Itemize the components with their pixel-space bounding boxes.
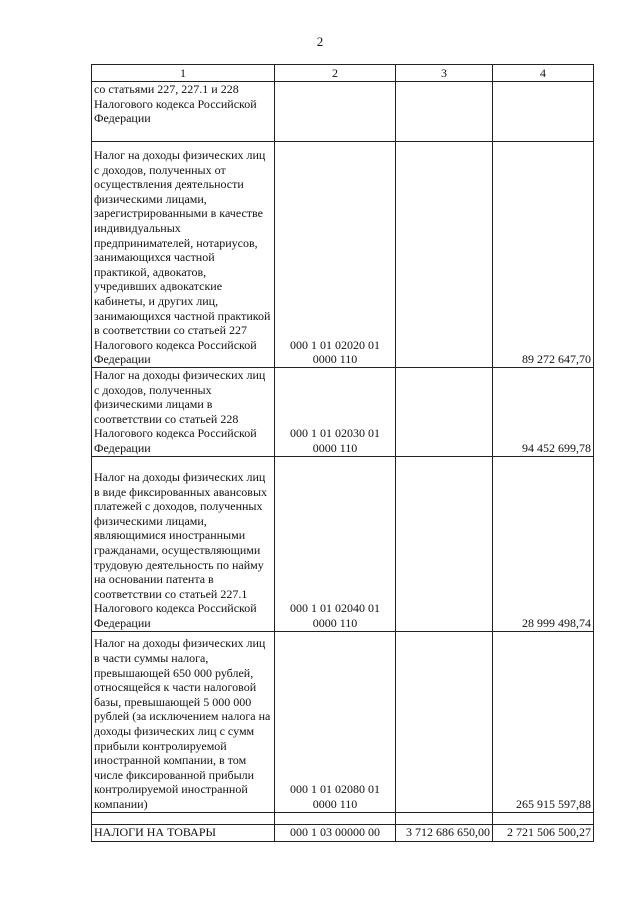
row-name: Налог на доходы физических лиц в виде фиксированных авансовых платежей с доходов, полученных физическими лицами, являющимися иностранными гражданами, осуществляющими трудовую деятельность по найму на основании патента в соответствии со статьей 227.1 Налогового кодекса Российской Федерации	[92, 456, 275, 631]
row-code: 000 1 01 02040 01 0000 110	[275, 456, 396, 631]
column-header: 3	[396, 65, 493, 82]
column-header: 4	[493, 65, 594, 82]
table-spacer-row	[92, 812, 594, 824]
row-col3	[396, 82, 493, 142]
row-name: Налог на доходы физических лиц в части суммы налога, превышающей 650 000 рублей, относящейся к части налоговой базы, превышающей 5 000 000 рублей (за исключением налога на доходы физических лиц с сумм прибыли контролируемой иностранной компании, в том числе фиксированной прибыли контролируемой иностранной компании)	[92, 631, 275, 812]
revenue-table	[91, 64, 594, 842]
row-name: Налог на доходы физических лиц с доходов, полученных физическими лицами в соответствии со статьей 228 Налогового кодекса Российской Федерации	[92, 368, 275, 457]
page-number: 2	[316, 34, 324, 49]
row-col4: 28 999 498,74	[493, 456, 594, 631]
table-header-row	[92, 65, 594, 82]
column-header: 2	[275, 65, 396, 82]
row-col4: 2 721 506 500,27	[493, 824, 594, 841]
spacer-cell	[493, 812, 594, 824]
row-col3	[396, 368, 493, 457]
column-header: 1	[92, 65, 275, 82]
row-code: 000 1 01 02080 01 0000 110	[275, 631, 396, 812]
table-row	[92, 824, 594, 841]
row-col3	[396, 142, 493, 368]
row-col3	[396, 456, 493, 631]
row-name: НАЛОГИ НА ТОВАРЫ	[92, 824, 275, 841]
row-code	[275, 82, 396, 142]
row-col4: 94 452 699,78	[493, 368, 594, 457]
row-name: со статьями 227, 227.1 и 228 Налогового кодекса Российской Федерации	[92, 82, 275, 142]
spacer-cell	[92, 812, 275, 824]
table-row	[92, 142, 594, 368]
spacer-cell	[275, 812, 396, 824]
row-code: 000 1 03 00000 00	[275, 824, 396, 841]
table-row	[92, 631, 594, 812]
spacer-cell	[396, 812, 493, 824]
row-col4: 89 272 647,70	[493, 142, 594, 368]
table-row	[92, 456, 594, 631]
row-code: 000 1 01 02030 01 0000 110	[275, 368, 396, 457]
table-row	[92, 368, 594, 457]
row-col3	[396, 631, 493, 812]
row-col4: 265 915 597,88	[493, 631, 594, 812]
row-code: 000 1 01 02020 01 0000 110	[275, 142, 396, 368]
row-col3: 3 712 686 650,00	[396, 824, 493, 841]
row-name: Налог на доходы физических лиц с доходов, полученных от осуществления деятельности физическими лицами, зарегистрированными в качестве индивидуальных предпринимателей, нотариусов, занимающихся частной практикой, адвокатов, учредивших адвокатские кабинеты, и других лиц, занимающихся частной практикой в соответствии со статьей 227 Налогового кодекса Российской Федерации	[92, 142, 275, 368]
row-col4	[493, 82, 594, 142]
table-row	[92, 82, 594, 142]
